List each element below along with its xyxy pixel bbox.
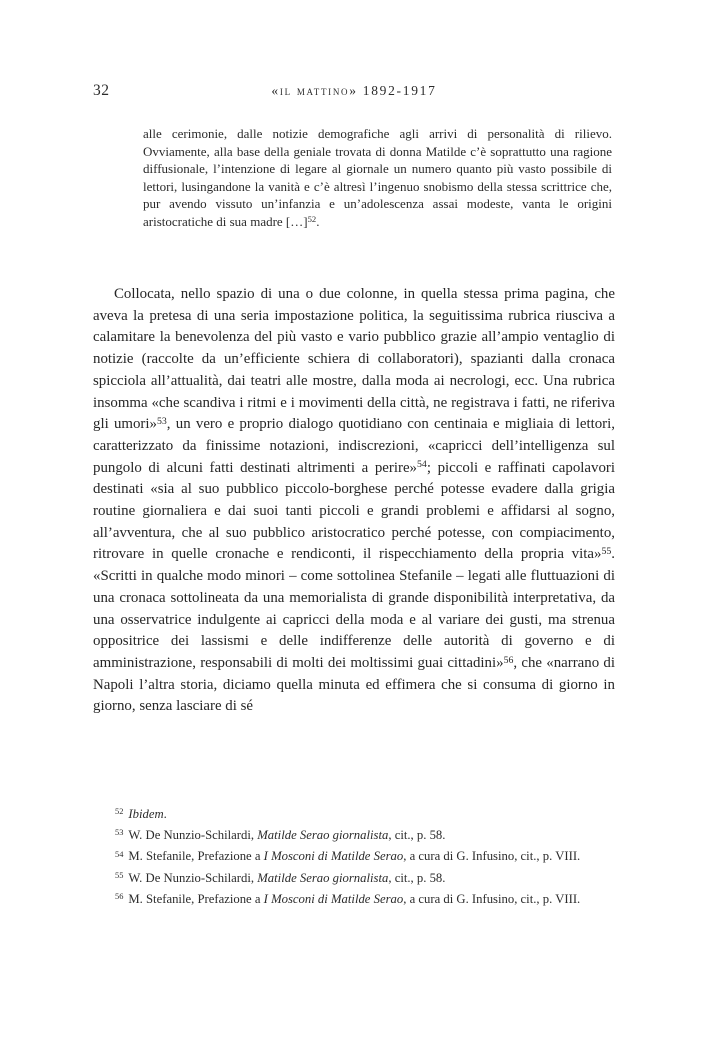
- italic-citation-title: I Mosconi di Matilde Serao: [263, 891, 404, 906]
- footnote-54: $^{54}$ M. Stefanile, Prefazione a I Mosconi di Matilde Serao, a cura di G. Infusino, cit., p. VIII.: [115, 849, 581, 864]
- footnote-number: 54: [115, 849, 124, 859]
- italic-citation-title: Matilde Serao giornalista: [257, 828, 389, 843]
- footnote-53: $^{53}$ W. De Nunzio-Schilardi, Matilde Serao giornalista, cit., p. 58.: [115, 828, 446, 843]
- footnote-number: 56: [115, 892, 124, 902]
- block-quote: alle cerimonie, dalle notizie demografiche agli arrivi di personalità di rilievo. Ovviamente, alla base della geniale trovata di donna Matilde c’è soprattutto una ragione diffusionale, l’intenzione di legare al giornale un numero quanto più vasto possibile di lettori, lusingandone la vanità e c’è altresì l’ingenuo snobismo della stessa scrittrice che, pur avendo vissuto un’infanzia e un’adolescenza assai modeste, vanta le origini aristocratiche di sua madre […]$^{52}$.: [143, 126, 612, 229]
- italic-citation-title: I Mosconi di Matilde Serao: [263, 849, 404, 864]
- italic-citation-title: Matilde Serao giornalista: [257, 870, 389, 885]
- footnote-56: $^{56}$ M. Stefanile, Prefazione a I Mosconi di Matilde Serao, a cura di G. Infusino, cit., p. VIII.: [115, 891, 581, 906]
- running-head-title: «il mattino» 1892-1917: [271, 83, 437, 98]
- italic-citation-title: Ibidem: [128, 807, 164, 821]
- footnote-number: 53: [115, 828, 124, 838]
- main-paragraph: Collocata, nello spazio di una o due colonne, in quella stessa prima pagina, che aveva la pretesa di una seria impostazione politica, la seguitissima rubrica riusciva a calamitare la benevolenza del più vasto e vario pubblico grazie all’ampio ventaglio di notizie (raccolte da un’efficiente schiera di collaboratori), spazianti dalla cronaca spicciola all’attualità, dai teatri alle mostre, dalla moda ai necrologi, ecc. Una rubrica insomma «che scandiva i ritmi e i movimenti della città, ne registrava i fatti, ne riferiva gli umori»$^{53}$, un vero e proprio dialogo quotidiano con centinaia e migliaia di lettori, caratterizzato da finissime notazioni, indiscrezioni, «capricci dell’intelligenza sul pungolo di alcuni fatti destinati altrimenti a perire»$^{54}$; piccoli e raffinati capolavori destinati «sia al suo pubblico piccolo-borghese perché potesse evadere dalla grigia routine giornaliera e dai suoi tanti piccoli e grandi problemi e affidarsi al sogno, all’avventura, che al suo pubblico aristocratico perché potesse, con compiacimento, ritrovare in quelle cronache e rendiconti, il rispecchiamento della propria vita»$^{55}$. «Scritti in qualche modo minori – come sottolinea Stefanile – legati alle fluttuazioni di una cronaca sottolineata da una memorialista di grande disponibilità interpretativa, da una osservatrice indulgente ai capricci della moda e al variare dei gusti, ma strenua oppositrice dei lassismi e delle indifferenze delle autorità di governo e di amministrazione, responsabili di molti dei moltissimi guai cittadini»$^{56}$, che «narrano di Napoli l’altra storia, diciamo quella minuta ed effimera che si consuma di giorno in giorno, senza lasciare di sé: [93, 286, 615, 715]
- footnote-reference: 55: [601, 546, 612, 558]
- footnote-reference: 53: [156, 415, 167, 427]
- footnote-reference: 52: [307, 214, 317, 225]
- page-number: 32: [93, 82, 110, 99]
- footnote-52: $^{52}$ Ibidem.: [115, 807, 167, 821]
- running-header: [93, 82, 615, 102]
- footnote-55: $^{55}$ W. De Nunzio-Schilardi, Matilde Serao giornalista, cit., p. 58.: [115, 870, 446, 885]
- footnote-number: 52: [115, 807, 124, 817]
- footnote-reference: 56: [503, 654, 514, 666]
- footnote-reference: 54: [417, 459, 427, 471]
- footnotes-section: [93, 804, 615, 910]
- footnote-number: 55: [115, 870, 124, 880]
